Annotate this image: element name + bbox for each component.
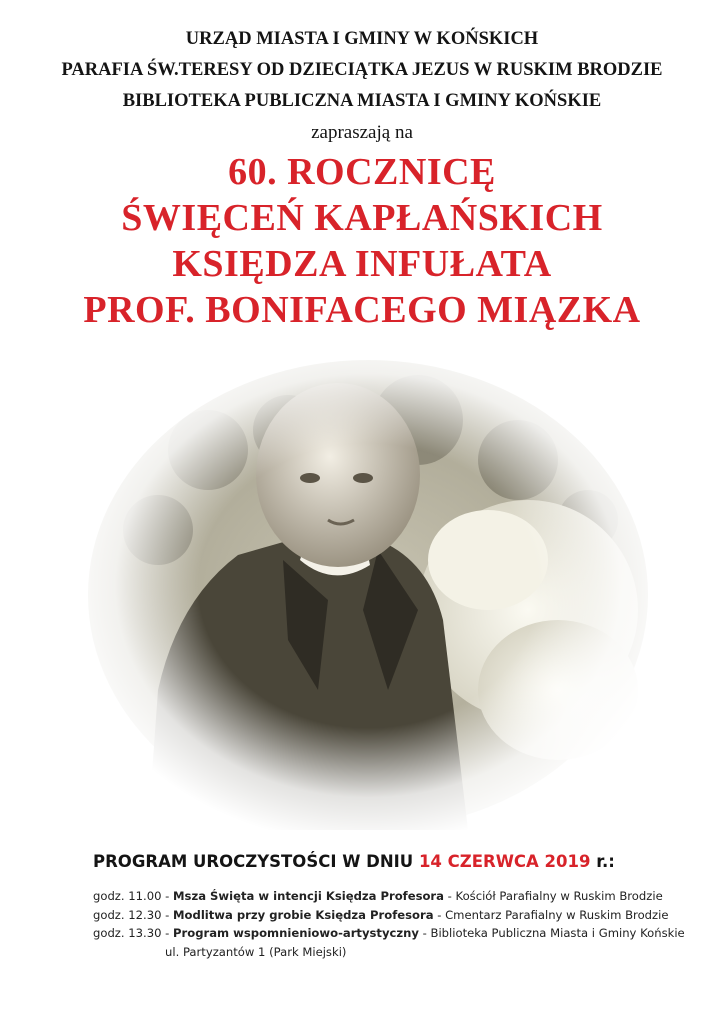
program-title-suffix: r.: <box>596 852 615 871</box>
program-event: Program wspomnieniowo-artystyczny <box>173 926 419 940</box>
program-title-prefix: PROGRAM UROCZYSTOŚCI W DNIU <box>93 852 414 871</box>
program-place: - Kościół Parafialny w Ruskim Brodzie <box>447 889 663 903</box>
poster-header <box>0 24 724 333</box>
program-items <box>93 887 713 961</box>
program-time: godz. 12.30 - <box>93 907 170 922</box>
organizer-line: URZĄD MIASTA I GMINY W KOŃSKICH <box>185 29 539 49</box>
program-title <box>93 852 713 871</box>
invite-text: zapraszają na <box>311 122 413 143</box>
portrait-photo-svg <box>88 360 648 830</box>
program-date: 14 CZERWCA 2019 <box>418 852 591 871</box>
program-address: ul. Partyzantów 1 (Park Miejski) <box>165 944 347 959</box>
program-place: - Cmentarz Parafialny w Ruskim Brodzie <box>437 907 669 922</box>
program-place: - Biblioteka Publiczna Miasta i Gminy Końskie <box>422 926 685 940</box>
program-event: Msza Święta w intencji Księdza Profesora <box>173 889 444 903</box>
title-line: ŚWIĘCEŃ KAPŁAŃSKICH <box>121 197 603 239</box>
program-event: Modlitwa przy grobie Księdza Profesora <box>173 907 434 922</box>
program-item <box>93 887 713 906</box>
portrait-photo-icon <box>88 360 648 830</box>
program-time: godz. 13.30 - <box>93 926 170 940</box>
title-line: PROF. BONIFACEGO MIĄZKA <box>83 289 641 331</box>
program-address-row <box>93 943 713 962</box>
program-time: godz. 11.00 - <box>93 889 170 903</box>
program-section <box>93 852 713 961</box>
program-item <box>93 924 713 943</box>
title-line: 60. ROCZNICĘ <box>228 151 496 193</box>
title-line: KSIĘDZA INFUŁATA <box>172 243 552 285</box>
program-item <box>93 906 713 925</box>
organizer-line: PARAFIA ŚW.TERESY OD DZIECIĄTKA JEZUS W RUSKIM BRODZIE <box>61 60 663 80</box>
organizer-line: BIBLIOTEKA PUBLICZNA MIASTA I GMINY KOŃSKIE <box>122 91 602 111</box>
